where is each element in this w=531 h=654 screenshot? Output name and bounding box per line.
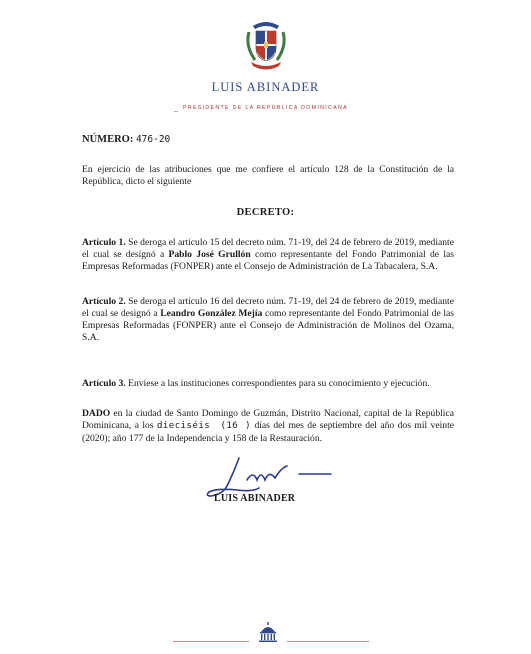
dado-day-words: dieciséis xyxy=(156,420,211,431)
article-3 xyxy=(82,378,454,390)
decree-number-value: 476-20 xyxy=(135,134,171,145)
decree-number-label: NÚMERO: xyxy=(82,134,134,145)
article-2-label: Artículo 2. xyxy=(82,296,126,307)
header-divider xyxy=(174,111,178,112)
article-1-text-after: como representante del Fondo Patrimonial de las Empresas Reformadas (FONPER) ante el Consejo de Administración de La Tabacalera, S.A. xyxy=(82,248,454,272)
signer-name: LUIS ABINADER xyxy=(214,493,296,504)
intro-paragraph: En ejercicio de las atribuciones que me confiere el artículo 128 de la Constitución de la República, dicto el siguiente xyxy=(82,164,454,187)
article-2-person: Leandro González Mejía xyxy=(160,307,263,319)
dado-text-after: días del mes de septiembre del año dos mil veinte (2020); año 177 de la Independencia y 158 de la Restauración. xyxy=(82,419,454,444)
coat-of-arms-icon xyxy=(243,18,289,70)
article-1-label: Artículo 1. xyxy=(82,237,126,248)
article-2 xyxy=(82,296,454,344)
decree-heading: DECRETO: xyxy=(236,207,295,218)
dado-day-number: (16 ) xyxy=(220,420,252,431)
article-2-text-after: como representante del Fondo Patrimonial de las Empresas Reformadas (FONPER) ante el Consejo de Administración de Molinos del Ozama, S.A. xyxy=(82,307,454,343)
dado-label: DADO xyxy=(82,408,111,419)
dado-text-before: en la ciudad de Santo Domingo de Guzmán, Distrito Nacional, capital de la República Dominicana, a los xyxy=(82,408,454,431)
dado-paragraph xyxy=(82,408,454,445)
decree-number xyxy=(82,134,170,145)
article-2-text-before: Se deroga el artículo 16 del decreto núm. 71-19, del 24 de febrero de 2019, mediante el cual se designó a xyxy=(82,296,454,319)
national-palace-icon xyxy=(257,621,279,643)
president-title: PRESIDENTE DE LA REPÚBLICA DOMINICANA xyxy=(183,105,348,111)
president-name: LUIS ABINADER xyxy=(211,80,320,94)
footer-line-left xyxy=(173,641,249,642)
footer-line-right xyxy=(287,641,369,642)
article-1-person: Pablo José Grullón xyxy=(168,248,251,260)
article-1-text-before: Se deroga el artículo 15 del decreto núm. 71-19, del 24 de febrero de 2019, mediante el cual se designó a xyxy=(82,237,454,260)
article-3-text: Envíese a las instituciones correspondientes para su conocimiento y ejecución. xyxy=(125,378,430,389)
article-1 xyxy=(82,237,454,273)
article-3-label: Artículo 3. xyxy=(82,378,126,389)
